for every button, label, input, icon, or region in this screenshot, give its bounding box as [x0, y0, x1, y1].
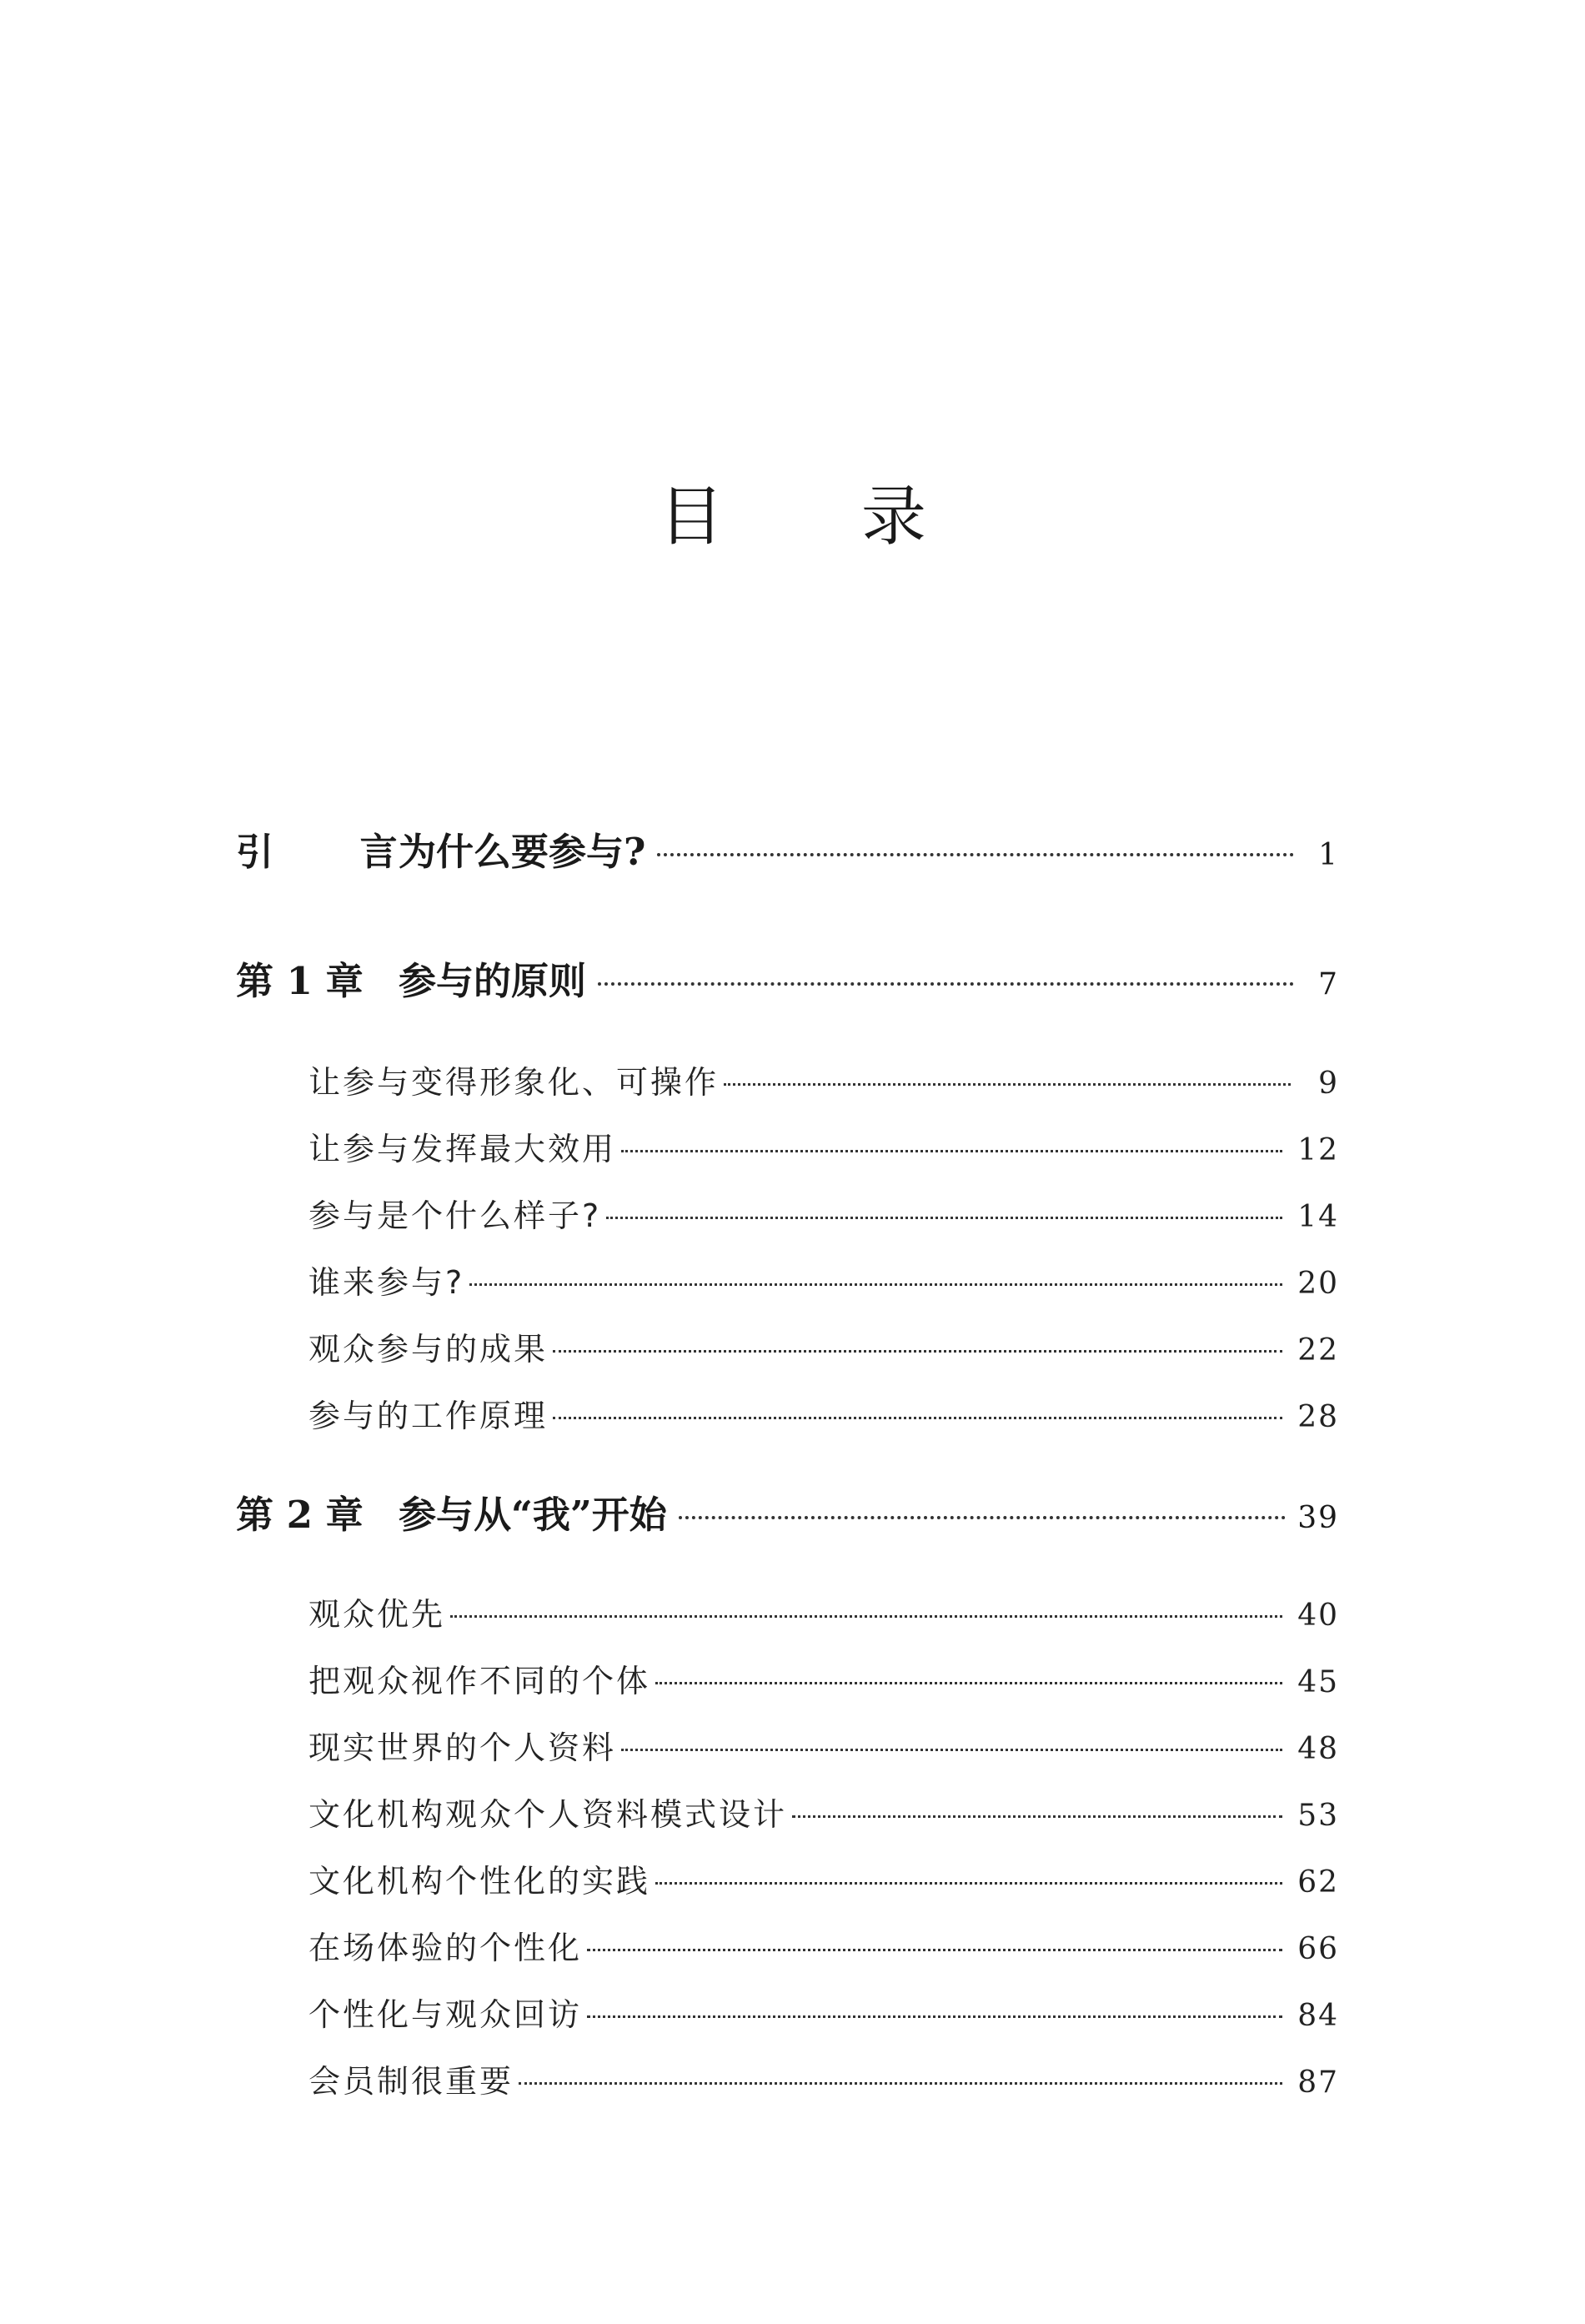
dot-leader [655, 1882, 1282, 1885]
dot-leader [655, 1682, 1282, 1684]
page-number: 40 [1297, 1599, 1339, 1633]
toc-section[interactable] [308, 1724, 1339, 1771]
page-number: 62 [1297, 1865, 1339, 1900]
dot-leader [469, 1283, 1282, 1286]
dot-leader [621, 1150, 1282, 1152]
toc-section[interactable] [308, 1059, 1339, 1106]
section-title: 观众优先 [308, 1596, 446, 1633]
dot-leader [587, 2015, 1282, 2018]
toc-section[interactable] [308, 1858, 1339, 1905]
page-number: 48 [1297, 1732, 1339, 1766]
page-number: 22 [1297, 1333, 1339, 1368]
section-title: 观众参与的成果 [308, 1331, 549, 1368]
chapter-label: 引 言 [236, 830, 434, 874]
page-number: 20 [1297, 1267, 1339, 1301]
page-number: 84 [1297, 1999, 1339, 2033]
section-title: 在场体验的个性化 [308, 1930, 583, 1966]
toc-section[interactable] [308, 1192, 1339, 1239]
page-number: 1 [1318, 838, 1339, 872]
chapter-label: 第 2 章 [236, 1493, 364, 1537]
page-number: 45 [1297, 1665, 1339, 1699]
toc-section[interactable] [308, 1658, 1339, 1704]
toc-section[interactable] [308, 1791, 1339, 1838]
dot-leader [657, 853, 1294, 856]
chapter-title: 参与从“我”开始 [399, 1493, 667, 1537]
section-title: 文化机构观众个人资料模式设计 [308, 1796, 788, 1833]
dot-leader [724, 1083, 1291, 1086]
section-title: 让参与变得形象化、可操作 [308, 1064, 720, 1101]
dot-leader [553, 1350, 1282, 1353]
page-number: 66 [1297, 1932, 1339, 1966]
chapter-label: 第 1 章 [236, 959, 364, 1003]
toc-section[interactable] [308, 1925, 1339, 1971]
page-number: 53 [1297, 1799, 1339, 1833]
dot-leader [450, 1615, 1282, 1618]
section-title: 谁来参与? [308, 1264, 465, 1301]
dot-leader [792, 1815, 1282, 1818]
chapter-title: 参与的原则 [399, 959, 587, 1003]
page-number: 14 [1297, 1200, 1339, 1234]
toc-chapter-1[interactable] [236, 955, 1339, 1008]
section-title: 会员制很重要 [308, 2063, 514, 2100]
page-number: 87 [1297, 2065, 1339, 2100]
toc-section[interactable] [308, 2058, 1339, 2105]
page-number: 7 [1318, 967, 1339, 1001]
section-title: 参与的工作原理 [308, 1398, 549, 1434]
section-title: 参与是个什么样子? [308, 1197, 602, 1234]
toc-section[interactable] [308, 1126, 1339, 1172]
toc-section[interactable] [308, 1991, 1339, 2038]
page-number: 39 [1297, 1501, 1339, 1535]
section-title: 让参与发挥最大效用 [308, 1131, 617, 1167]
toc-section[interactable] [308, 1393, 1339, 1439]
page-number: 12 [1297, 1133, 1339, 1167]
page-title: 目 录 [659, 479, 985, 555]
page-number: 9 [1318, 1067, 1339, 1101]
section-title: 个性化与观众回访 [308, 1996, 583, 2033]
page-number: 28 [1297, 1400, 1339, 1434]
toc-section[interactable] [308, 1326, 1339, 1373]
toc-section[interactable] [308, 1259, 1339, 1306]
toc-section[interactable] [308, 1591, 1339, 1638]
toc-chapter-intro[interactable] [236, 826, 1339, 879]
dot-leader [606, 1217, 1282, 1219]
section-title: 把观众视作不同的个体 [308, 1663, 651, 1699]
dot-leader [553, 1417, 1282, 1419]
section-title: 文化机构个性化的实践 [308, 1863, 651, 1900]
chapter-title: 为什么要参与? [399, 830, 646, 874]
dot-leader [621, 1749, 1282, 1751]
dot-leader [679, 1516, 1286, 1519]
section-title: 现实世界的个人资料 [308, 1729, 617, 1766]
dot-leader [587, 1949, 1282, 1951]
dot-leader [598, 982, 1294, 986]
dot-leader [519, 2082, 1282, 2085]
toc-chapter-2[interactable] [236, 1488, 1339, 1542]
